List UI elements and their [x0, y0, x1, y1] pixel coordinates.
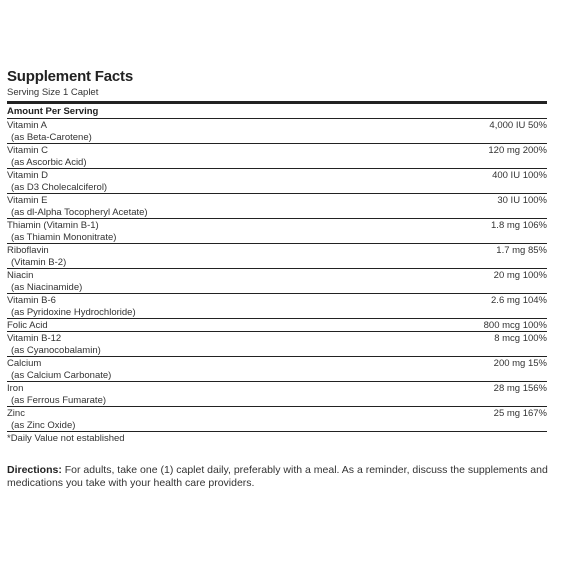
nutrient-amount: 28 mg 156%	[493, 383, 547, 394]
nutrient-label	[7, 145, 87, 168]
nutrient-source: (as Ascorbic Acid)	[11, 156, 87, 168]
supplement-facts-panel	[7, 68, 547, 445]
nutrient-row	[7, 194, 547, 219]
serving-size: Serving Size 1 Caplet	[7, 87, 547, 104]
nutrient-source: (as dl-Alpha Tocopheryl Acetate)	[11, 206, 148, 218]
directions-label: Directions:	[7, 464, 62, 476]
nutrient-amount: 8 mcg 100%	[494, 333, 547, 344]
nutrient-name: Folic Acid	[7, 320, 48, 331]
nutrient-row	[7, 294, 547, 319]
nutrient-label	[7, 320, 48, 331]
panel-title: Supplement Facts	[7, 68, 133, 85]
nutrient-label	[7, 195, 148, 218]
nutrient-source: (as Cyanocobalamin)	[11, 344, 101, 356]
directions	[7, 464, 562, 490]
nutrient-amount: 120 mg 200%	[488, 145, 547, 156]
nutrient-amount: 200 mg 15%	[493, 358, 547, 369]
nutrient-source: (Vitamin B-2)	[11, 256, 67, 268]
nutrient-row	[7, 144, 547, 169]
nutrient-source: (as Beta-Carotene)	[11, 131, 92, 143]
nutrient-label	[7, 220, 116, 243]
nutrient-row	[7, 219, 547, 244]
nutrient-name: Niacin	[7, 270, 34, 281]
nutrient-label	[7, 120, 92, 143]
nutrient-row	[7, 319, 547, 332]
nutrient-name: Vitamin A	[7, 120, 47, 131]
nutrient-row	[7, 119, 547, 144]
nutrient-name: Vitamin B-12	[7, 333, 62, 344]
nutrient-name: Thiamin (Vitamin B-1)	[7, 220, 99, 231]
nutrient-amount: 20 mg 100%	[493, 270, 547, 281]
nutrient-source: (as Pyridoxine Hydrochloride)	[11, 306, 136, 318]
nutrient-name: Vitamin B-6	[7, 295, 56, 306]
directions-text: For adults, take one (1) caplet daily, preferably with a meal. As a reminder, discuss the supplements and medications you take with your health care providers.	[7, 464, 548, 489]
nutrient-list	[7, 119, 547, 432]
nutrient-source: (as Calcium Carbonate)	[11, 369, 112, 381]
nutrient-amount: 1.7 mg 85%	[496, 245, 547, 256]
nutrient-amount: 800 mcg 100%	[483, 320, 547, 331]
nutrient-source: (as Ferrous Fumarate)	[11, 394, 107, 406]
nutrient-label	[7, 408, 75, 431]
nutrient-name: Vitamin D	[7, 170, 49, 181]
nutrient-source: (as D3 Cholecalciferol)	[11, 181, 108, 193]
nutrient-label	[7, 333, 101, 356]
nutrient-amount: 4,000 IU 50%	[489, 120, 547, 131]
nutrient-name: Calcium	[7, 358, 42, 369]
nutrient-name: Riboflavin	[7, 245, 49, 256]
nutrient-row	[7, 407, 547, 432]
nutrient-source: (as Zinc Oxide)	[11, 419, 76, 431]
footnote: *Daily Value not established	[7, 433, 125, 444]
nutrient-label	[7, 170, 107, 193]
nutrient-name: Zinc	[7, 408, 25, 419]
nutrient-name: Vitamin E	[7, 195, 48, 206]
amount-per-serving-header: Amount Per Serving	[7, 104, 547, 119]
nutrient-amount: 1.8 mg 106%	[491, 220, 547, 231]
nutrient-amount: 2.6 mg 104%	[491, 295, 547, 306]
nutrient-name: Vitamin C	[7, 145, 49, 156]
nutrient-label	[7, 383, 106, 406]
nutrient-amount: 30 IU 100%	[497, 195, 547, 206]
nutrient-label	[7, 358, 111, 381]
nutrient-name: Iron	[7, 383, 24, 394]
nutrient-row	[7, 332, 547, 357]
nutrient-amount: 25 mg 167%	[493, 408, 547, 419]
nutrient-row	[7, 357, 547, 382]
nutrient-row	[7, 382, 547, 407]
nutrient-row	[7, 244, 547, 269]
nutrient-label	[7, 245, 66, 268]
nutrient-source: (as Thiamin Mononitrate)	[11, 231, 117, 243]
nutrient-label	[7, 295, 136, 318]
nutrient-source: (as Niacinamide)	[11, 281, 83, 293]
nutrient-amount: 400 IU 100%	[492, 170, 547, 181]
nutrient-row	[7, 169, 547, 194]
nutrient-row	[7, 269, 547, 294]
nutrient-label	[7, 270, 82, 293]
